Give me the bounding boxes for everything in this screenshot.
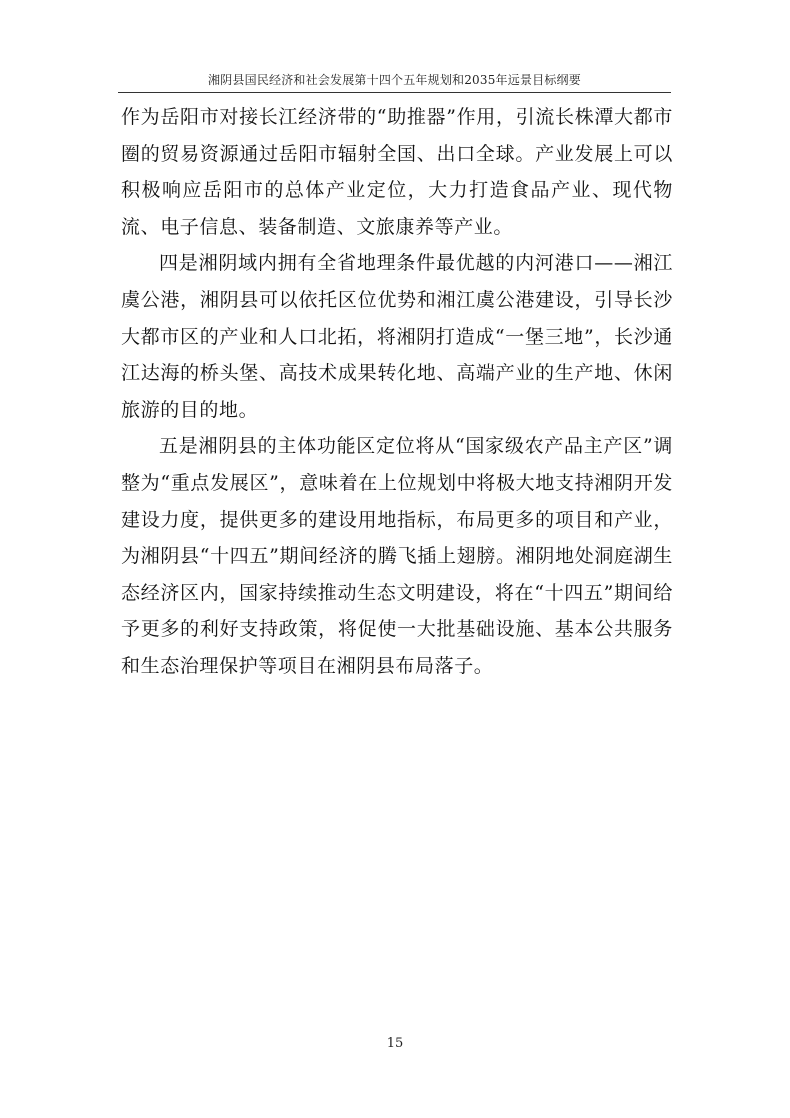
page-number: 15 bbox=[386, 1036, 404, 1051]
body-text bbox=[121, 99, 673, 685]
running-header: 湘阴县国民经济和社会发展第十四个五年规划和2035年远景目标纲要 bbox=[208, 73, 581, 87]
header-rule bbox=[118, 92, 671, 93]
paragraph-point-four: 四是湘阴域内拥有全省地理条件最优越的内河港口——湘江虞公港，湘阴县可以依托区位优势和湘江虞公港建设，引导长沙大都市区的产业和人口北拓，将湘阴打造成“一堡三地”，长沙通江达海的桥头堡、高技术成果转化地、高端产业的生产地、休闲旅游的目的地。 bbox=[121, 252, 673, 421]
paragraph-continuation: 作为岳阳市对接长江经济带的“助推器”作用，引流长株潭大都市圈的贸易资源通过岳阳市辐射全国、出口全球。产业发展上可以积极响应岳阳市的总体产业定位，大力打造食品产业、现代物流、电子信息、装备制造、文旅康养等产业。 bbox=[121, 106, 673, 238]
paragraph-point-five: 五是湘阴县的主体功能区定位将从“国家级农产品主产区”调整为“重点发展区”，意味着在上位规划中将极大地支持湘阴开发建设力度，提供更多的建设用地指标，布局更多的项目和产业，为湘阴县“十四五”期间经济的腾飞插上翅膀。湘阴地处洞庭湖生态经济区内，国家持续推动生态文明建设，将在“十四五”期间给予更多的利好支持政策，将促使一大批基础设施、基本公共服务和生态治理保护等项目在湘阴县布局落子。 bbox=[121, 435, 673, 677]
